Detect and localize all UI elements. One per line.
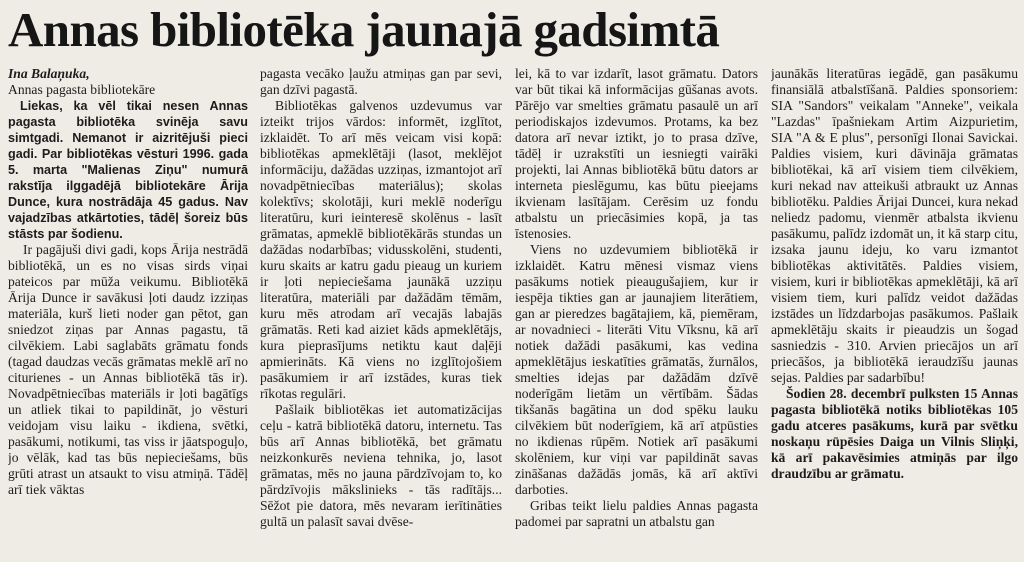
author-name: Ina Balaņuka, [8, 66, 90, 81]
author-affiliation: Annas pagasta bibliotekāre [8, 82, 156, 97]
body-paragraph: Bibliotēkas galvenos uzdevumus var izteikt trijos vārdos: informēt, izglītot, izklaidēt. To arī mēs veicam visi kopā: bibliotēkas apmeklētāji (lasot, meklējot informāciju, dažādas uzziņas, izmantojot arī novadpētniecības materiālus); skolas kolektīvs; skolotāji, kuri meklē noderīgu literatūru, kuri ieinteresē skolēnus - lasīt grāmatas, apmeklē bibliotēkārās stundas un dažādas nodarbības; vidusskolēni, studenti, kuru skaits ar katru gadu pieaug un kuriem ir ļoti nepieciešama jaunākā uzziņu literatūra, materiāli par dažādām tēmām, kuru mēs atrodam arī vecajās labajās grāmatās. Reti kad aiziet kāds apmeklētājs, kura pieprasījums netiktu kaut daļēji apmierināts. Kā viens no izglītojošiem pasākumiem ir arī izstādes, kuras tiek rīkotas regulāri. [260, 98, 502, 401]
lead-paragraph: Liekas, ka vēl tikai nesen Annas pagasta bibliotēka svinēja savu simtgadi. Nemanot ir aizritējuši pieci gadi. Par bibliotēkas vēsturi 1996. gada 5. marta "Malienas Ziņu" numurā rakstīja ilggadējā bibliotekāre Ārija Dunce, kura nostrādāja 45 gadus. Nav vajadzības atkārtoties, tādēļ šoreiz būs stāsts par šodienu. [8, 99, 248, 241]
body-paragraph: jaunākās literatūras iegādē, gan pasākumu finansiālā atbalstīšanā. Paldies sponsoriem: SIA "Sandors" veikalam "Anneke", veikala "Lazdas" īpašniekam Artim Aizpurietim, SIA "A & E plus", personīgi Ilonai Savickai. Paldies visiem, kuri dāvināja grāmatas bibliotēkai, kā arī visiem tiem cilvēkiem, kuri nekad nav atteikuši atbraukt uz Annas bibliotēku. Paldies Ārijai Duncei, kura nekad neliedz padomu, vienmēr atbalsta ikvienu pasākumu, palīdz izdomāt un, it kā starp citu, izsaka jaunu ideju, ko varu izmantot bibliotēkas aktivitātēs. Paldies visiem, visiem, kuri ir bibliotēkas apmeklētāji, kā arī visiem tiem, kuri palīdz veidot dažādas izstādes un līdzdarbojas pasākumos. Pašlaik apmeklētāju skaits ir pieaudzis un šogad sasniedzis - 310. Arvien priecājos un arī priecāšos, ja bibliotēkā ieraudzīšu jaunas sejas. Paldies par sadarbību! [771, 66, 1018, 385]
column-4 [771, 66, 1018, 562]
body-paragraph: Ir pagājuši divi gadi, kops Ārija nestrādā bibliotēkā, un es no visas sirds viņai pateicos par mūža veikumu. Bibliotēkā Ārija Dunce ir savākusi ļoti daudz izziņas materiāla, kurš lieti noder gan pētot, gan sniedzot ziņas par Annas pagastu, tā cilvēkiem. Labi saglabāts grāmatu fonds (tagad daudzas vecās grāmatas meklē arī no citurienes - un Annas bibliotēkā tās ir). Novadpētniecības materiāls ir ļoti bagātīgs un atliek tikai to papildināt, jo vēsturi veidojam visu laiku - ikdiena, svētki, pasākumi, notikumi, tas viss ir jāatspoguļo, jo vēlāk, kad tas būs nepieciešams, būs grūti atrast un atsaukt to visu atmiņā. Tādēļ arī tiek vāktas [8, 242, 248, 497]
article-title: Annas bibliotēka jaunajā gadsimtā [8, 2, 720, 57]
body-paragraph: Pašlaik bibliotēkas iet automatizācijas ceļu - katrā bibliotēkā datoru, internetu. Tas būs arī Annas bibliotēkā, bet grāmatu neizkonkurēs neviena tehnika, jo, lasot grāmatas, mēs no jauna pārdzīvojam to, ko pārdzīvojis mākslinieks - tās radītājs... Sēžot pie datora, mēs nevaram ierītināties gultā un palasīt savai dvēse- [260, 402, 502, 529]
body-paragraph: Viens no uzdevumiem bibliotēkā ir izklaidēt. Katru mēnesi vismaz viens pasākums notiek pieaugušajiem, kur ir iespēja tikties gan ar jaunajiem literātiem, gan ar pieredzes bagātajiem, kā, piemēram, ar novadnieci - literāti Vitu Vīksnu, kā arī notiek dažādi pasākumi, kas vedina apmeklētājus ieskatīties grāmatās, žurnālos, smelties idejas par dažādām dzīvē noderīgām lietām un vērtībām. Šādas tikšanās bagātina un dod spēku lauku cilvēkiem būt noderīgiem, kā arī atpūsties no ikdienas rūpēm. Notiek arī pasākumi skolēniem, kur viņi var papildināt savas zināšanas dažādās jomās, kā arī aktīvi darboties. [515, 242, 758, 497]
column-3 [515, 66, 758, 562]
body-paragraph: Gribas teikt lielu paldies Annas pagasta padomei par sapratni un atbalstu gan [515, 498, 758, 529]
column-2 [260, 66, 502, 562]
column-1 [8, 66, 248, 562]
body-paragraph: lei, kā to var izdarīt, lasot grāmatu. Dators var būt tikai kā informācijas gūšanas avots. Pārējo var smelties grāmatu pasaulē un arī periodiskajos izdevumos. Protams, ka bez datora arī nevar iztikt, jo to prasa dzīve, tādēļ ir uzrakstīti un iesniegti vairāki projekti, lai Annas bibliotēkā būtu dators ar interneta pieslēgumu, kas būtu pieejams ikvienam lasītājam. Cerēsim uz fondu atbalstu un priecāsimies kopā, ja tas īstenosies. [515, 66, 758, 241]
body-paragraph: pagasta vecāko ļaužu atmiņas gan par sevi, gan dzīvi pagastā. [260, 66, 502, 97]
event-announcement: Šodien 28. decembrī pulksten 15 Annas pagasta bibliotēkā notiks bibliotēkas 105 gadu atceres pasākums, kurā par svētku noskaņu rūpēsies Daiga un Vilnis Sliņķi, kā arī pakavēsimies atmiņās par ilgo draudzību ar grāmatu. [771, 386, 1018, 481]
